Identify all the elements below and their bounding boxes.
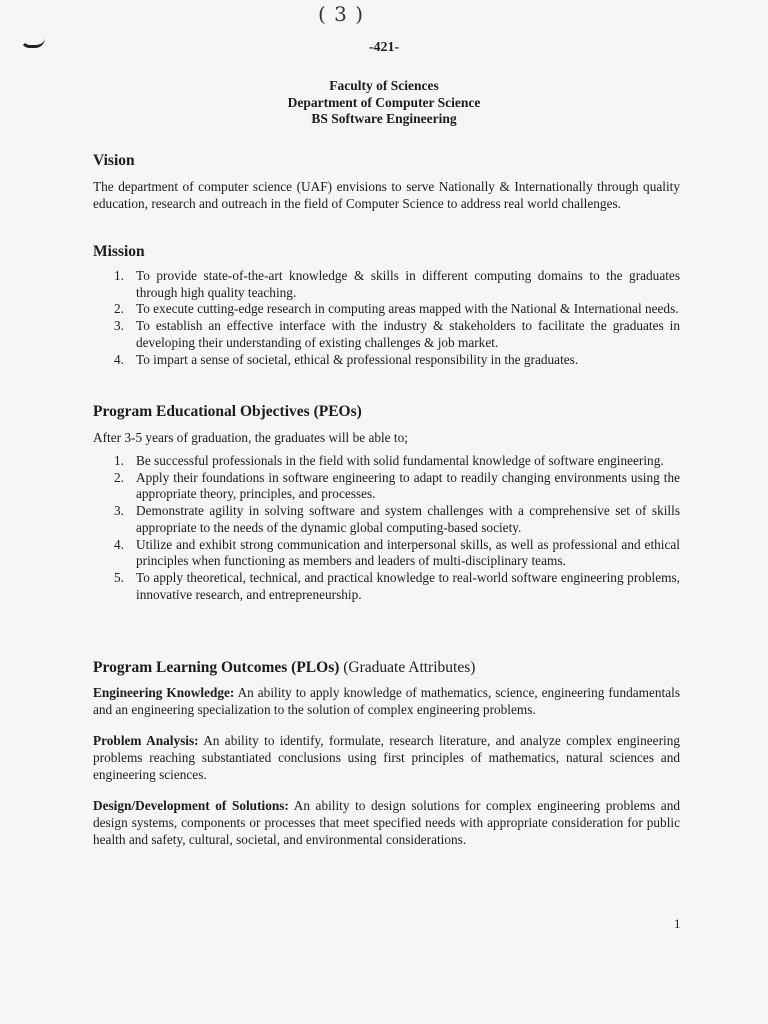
handwritten-page-mark: ( 3 ) — [318, 2, 365, 26]
list-item — [93, 570, 680, 603]
list-number: 4. — [114, 351, 124, 367]
list-text: Utilize and exhibit strong communication and interpersonal skills, as well as professional and ethical principles when functioning as members and leaders of multi-disciplinary teams. — [136, 536, 680, 569]
list-text: To establish an effective interface with the industry & stakeholders to facilitate the graduates in developing their understanding of existing challenges & job market. — [136, 318, 680, 350]
mission-title: Mission — [93, 243, 145, 260]
list-item — [93, 503, 680, 536]
plo-label: Engineering Knowledge: — [93, 685, 235, 700]
list-text: Demonstrate agility in solving software and system challenges with a comprehensive set of skills appropriate to the needs of the dynamic global computing-based society. — [136, 503, 680, 535]
plo-label: Design/Development of Solutions: — [93, 798, 289, 813]
list-item — [93, 318, 680, 351]
list-number: 3. — [114, 503, 124, 519]
plo-item — [93, 732, 680, 783]
list-number: 4. — [114, 536, 124, 552]
plo-label: Problem Analysis: — [93, 733, 199, 748]
list-text: To execute cutting-edge research in computing areas mapped with the National & International needs. — [136, 301, 679, 317]
plos-title-subtitle: (Graduate Attributes) — [343, 659, 476, 676]
list-text: To apply theoretical, technical, and practical knowledge to real-world software engineering problems, innovative research, and entrepreneurship. — [136, 569, 680, 602]
list-text: Be successful professionals in the field with solid fundamental knowledge of software engineering. — [136, 453, 664, 468]
page-code: -421- — [368, 40, 400, 55]
mission-list — [93, 268, 680, 368]
page-number: 1 — [674, 916, 681, 931]
list-item — [93, 537, 680, 570]
list-number: 1. — [114, 268, 124, 283]
plo-item — [93, 684, 680, 718]
list-item — [93, 470, 680, 503]
faculty-name: Faculty of Sciences — [329, 78, 439, 93]
department-name: Department of Computer Science — [287, 94, 481, 110]
plo-text: An ability to design solutions for complex engineering problems and design systems, components or processes that meet specified needs with appropriate consideration for public health and safety, cultural, societal, and environmental considerations. — [93, 798, 680, 847]
peos-title: Program Educational Objectives (PEOs) — [93, 403, 362, 420]
document-heading — [0, 78, 768, 128]
list-text: To impart a sense of societal, ethical & professional responsibility in the graduates. — [136, 351, 579, 367]
vision-text: The department of computer science (UAF) envisions to serve Nationally & Internationally through quality education, research and outreach in the field of Computer Science to address real world challenges. — [93, 179, 680, 211]
plos-title — [93, 659, 475, 677]
list-text: Apply their foundations in software engineering to adapt to readily changing environments using the appropriate theory, principles, and processes. — [136, 469, 680, 502]
plos-title-bold: Program Learning Outcomes (PLOs) — [93, 659, 340, 676]
peos-intro: After 3-5 years of graduation, the graduates will be able to; — [93, 430, 408, 445]
list-item — [93, 352, 680, 369]
plo-text: An ability to identify, formulate, research literature, and analyze complex engineering problems reaching substantiated conclusions using first principles of mathematics, natural sciences and engineering sciences. — [93, 733, 680, 782]
list-text: To provide state-of-the-art knowledge & skills in different computing domains to the graduates through high quality teaching. — [136, 268, 680, 300]
program-name: BS Software Engineering — [311, 111, 457, 126]
list-number: 2. — [114, 301, 124, 317]
list-item — [93, 301, 680, 318]
peos-list — [93, 453, 680, 603]
vision-title: Vision — [93, 152, 135, 169]
list-number: 1. — [114, 453, 124, 468]
plo-text: An ability to apply knowledge of mathematics, science, engineering fundamentals and an engineering specialization to the solution of complex engineering problems. — [93, 685, 680, 717]
list-number: 2. — [114, 469, 124, 485]
list-item — [93, 453, 680, 470]
list-number: 3. — [114, 318, 124, 334]
plo-item — [93, 797, 680, 848]
list-number: 5. — [114, 569, 124, 585]
list-item — [93, 268, 680, 301]
